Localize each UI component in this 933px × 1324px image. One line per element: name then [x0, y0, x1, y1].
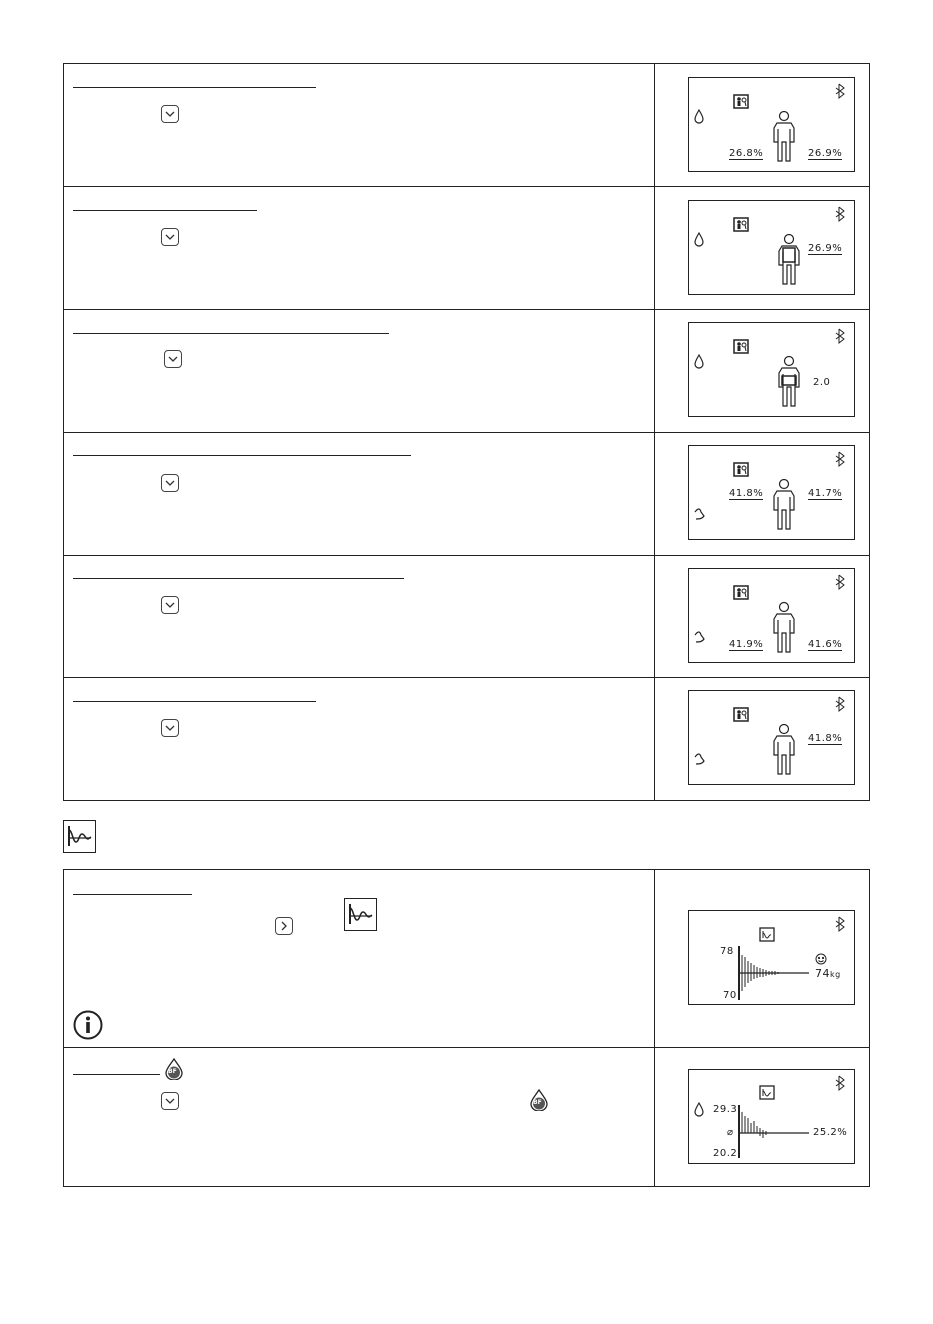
- left-value: 41.9%: [729, 639, 764, 650]
- chevron-down-icon: [165, 351, 181, 367]
- weight-max: 78: [720, 946, 734, 957]
- left-value: 26.8%: [729, 148, 764, 159]
- body-analysis-icon: [734, 586, 748, 599]
- row-heading-rule: [73, 1074, 160, 1075]
- trend-graph-icon: [63, 820, 96, 853]
- weight-current-value: 74: [815, 967, 830, 980]
- bluetooth-icon: [836, 575, 844, 589]
- down-button[interactable]: [161, 105, 179, 123]
- scale-display: [688, 77, 855, 172]
- right-button[interactable]: [275, 917, 293, 935]
- fat-max: 29.3: [713, 1104, 738, 1115]
- right-value: 26.9%: [808, 243, 843, 254]
- row-heading-rule: [73, 210, 257, 211]
- center-value: 2.0: [813, 377, 831, 388]
- right-value: 41.8%: [808, 733, 843, 744]
- chevron-down-icon: [162, 475, 178, 491]
- right-value: 41.6%: [808, 639, 843, 650]
- down-button[interactable]: [164, 350, 182, 368]
- chevron-right-icon: [276, 918, 292, 934]
- row-heading-rule: [73, 333, 389, 334]
- body-fat-trend-chart: [739, 1105, 809, 1158]
- down-button[interactable]: [161, 1092, 179, 1110]
- scale-display: [688, 568, 855, 663]
- scale-display: [688, 322, 855, 417]
- row-heading-rule: [73, 87, 316, 88]
- weight-trend-display: [688, 910, 855, 1005]
- scale-display: [688, 445, 855, 540]
- bluetooth-icon: [836, 452, 844, 466]
- muscle-icon: [695, 632, 704, 642]
- right-value: 26.9%: [808, 148, 843, 159]
- row-heading-rule: [73, 701, 316, 702]
- body-fat-icon: [528, 1089, 550, 1111]
- bluetooth-icon: [836, 84, 844, 98]
- bluetooth-icon: [836, 329, 844, 343]
- water-drop-icon: [695, 233, 703, 246]
- fat-min: 20.2: [713, 1148, 738, 1159]
- down-button[interactable]: [161, 474, 179, 492]
- down-button[interactable]: [161, 228, 179, 246]
- scale-display: [688, 690, 855, 785]
- bluetooth-icon: [836, 697, 844, 711]
- trend-graph-icon: [760, 1086, 774, 1099]
- weight-current: [815, 968, 841, 980]
- info-icon: [73, 1010, 103, 1040]
- scale-display: [688, 200, 855, 295]
- fat-average-symbol: ⌀: [727, 1127, 734, 1138]
- person-figure-torso-icon: [779, 235, 799, 285]
- fat-current: 25.2%: [813, 1127, 848, 1138]
- weight-trend-chart: [739, 946, 809, 1000]
- water-drop-icon: [695, 355, 703, 368]
- body-analysis-icon: [734, 95, 748, 108]
- chevron-down-icon: [162, 720, 178, 736]
- body-fat-icon: [163, 1058, 185, 1080]
- row-heading-rule: [73, 578, 404, 579]
- row-heading-rule: [73, 455, 411, 456]
- water-drop-icon: [695, 1103, 703, 1116]
- trend-graph-icon: [760, 928, 774, 941]
- body-fat-label: BF: [168, 1068, 177, 1075]
- chevron-down-icon: [162, 106, 178, 122]
- person-figure-icon: [774, 480, 794, 530]
- muscle-icon: [695, 509, 704, 519]
- body-analysis-icon: [734, 463, 748, 476]
- bluetooth-icon: [836, 1076, 844, 1090]
- person-figure-icon: [774, 725, 794, 775]
- chevron-down-icon: [162, 597, 178, 613]
- down-button[interactable]: [161, 596, 179, 614]
- body-analysis-icon: [734, 708, 748, 721]
- row-heading-rule: [73, 894, 192, 895]
- right-value: 41.7%: [808, 488, 843, 499]
- smiley-icon: [816, 954, 826, 964]
- muscle-icon: [695, 754, 704, 764]
- person-figure-belly-icon: [779, 357, 799, 407]
- trend-graph-icon: [344, 898, 377, 931]
- person-figure-icon: [774, 112, 794, 162]
- body-analysis-icon: [734, 340, 748, 353]
- chevron-down-icon: [162, 229, 178, 245]
- weight-min: 70: [723, 990, 737, 1001]
- down-button[interactable]: [161, 719, 179, 737]
- column-divider: [654, 870, 655, 1186]
- person-figure-icon: [774, 603, 794, 653]
- body-fat-trend-display: [688, 1069, 855, 1164]
- left-value: 41.8%: [729, 488, 764, 499]
- bluetooth-icon: [836, 207, 844, 221]
- chevron-down-icon: [162, 1093, 178, 1109]
- water-drop-icon: [695, 110, 703, 123]
- body-analysis-icon: [734, 218, 748, 231]
- body-fat-label: BF: [533, 1099, 542, 1106]
- bluetooth-icon: [836, 917, 844, 931]
- weight-unit: kg: [830, 970, 841, 979]
